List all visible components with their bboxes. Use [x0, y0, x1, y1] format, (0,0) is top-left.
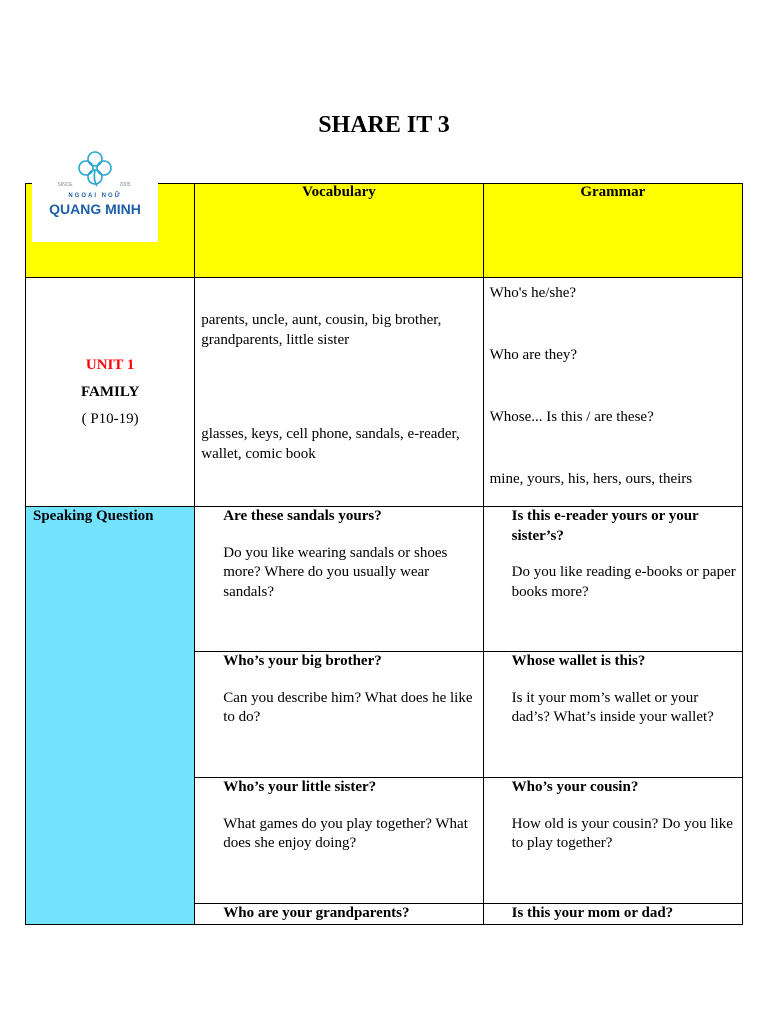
vocabulary-header: Vocabulary [195, 184, 483, 278]
unit-cell [26, 278, 195, 507]
question: Whose wallet is this? [511, 653, 646, 669]
question-cell [483, 778, 742, 904]
question: Is this e-reader yours or your sister’s? [511, 508, 699, 544]
question-cell [195, 652, 483, 778]
grammar-cell [483, 278, 742, 507]
grammar-item: Who's he/she? [489, 285, 577, 301]
logo-top-text: NGOẠI NGỮ [68, 193, 122, 199]
question-cell [195, 507, 483, 652]
syllabus-table [25, 183, 743, 925]
unit-number: UNIT 1 [85, 356, 135, 373]
follow-up: Can you describe him? What does he like to do? [223, 689, 473, 725]
logo-since: SINCE 2005 [57, 182, 131, 188]
unit-pages: ( P10-19) [81, 410, 139, 427]
question: Are these sandals yours? [223, 508, 382, 524]
question-cell [195, 778, 483, 904]
grammar-item: Whose... Is this / are these? [489, 409, 654, 425]
unit-row [26, 278, 743, 507]
speaking-question-label: Speaking Question [26, 507, 195, 925]
question: Who’s your big brother? [223, 653, 382, 669]
question: Who’s your cousin? [511, 779, 639, 795]
logo-name: QUANG MINH [49, 201, 141, 217]
follow-up: Do you like reading e-books or paper books more? [511, 564, 736, 600]
follow-up: Do you like wearing sandals or shoes more? Where do you usually wear sandals? [223, 544, 448, 600]
vocabulary-group-2: glasses, keys, cell phone, sandals, e-reader, wallet, comic book [201, 426, 460, 462]
page-title: SHARE IT 3 [318, 112, 450, 138]
question-cell [483, 904, 742, 925]
question: Who’s your little sister? [223, 779, 377, 795]
question-cell [483, 507, 742, 652]
follow-up: How old is your cousin? Do you like to play together? [511, 815, 733, 851]
follow-up: What games do you play together? What does she enjoy doing? [223, 815, 468, 851]
grammar-header: Grammar [483, 184, 742, 278]
unit-name: FAMILY [80, 383, 140, 400]
vocabulary-cell [195, 278, 483, 507]
logo [32, 112, 158, 242]
question: Who are your grandparents? [223, 905, 410, 921]
follow-up: Is it your mom’s wallet or your dad’s? What’s inside your wallet? [511, 689, 714, 725]
question-cell [483, 652, 742, 778]
vocabulary-group-1: parents, uncle, aunt, cousin, big brother, grandparents, little sister [201, 312, 442, 348]
question: Is this your mom or dad? [511, 905, 674, 921]
question-cell [195, 904, 483, 925]
grammar-item: mine, yours, his, hers, ours, theirs [489, 471, 693, 487]
grammar-item: Who are they? [489, 347, 578, 363]
speaking-row [26, 507, 743, 652]
